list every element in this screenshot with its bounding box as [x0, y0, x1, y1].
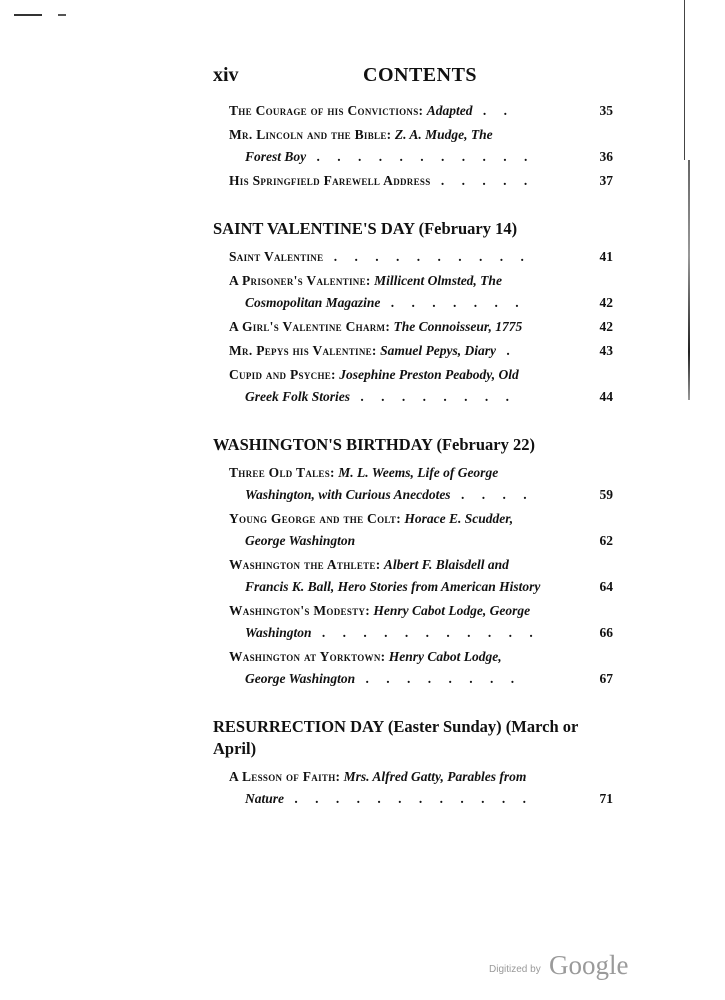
digitized-watermark: [489, 950, 649, 984]
entry-page-number: 62: [599, 533, 613, 548]
entry-title: Washington at Yorktown:: [229, 649, 386, 664]
entry-source: Horace E. Scudder,: [404, 511, 514, 526]
entry-source-cont: George Washington: [245, 671, 356, 686]
leader-dots: . . . . .: [430, 173, 535, 188]
entry-source-cont: Francis K. Ball, Hero Stories from American History: [245, 579, 541, 594]
entry-page-number: 59: [599, 487, 613, 502]
entry-title: A Lesson of Faith:: [229, 769, 341, 784]
entry-source: Samuel Pepys, Diary: [380, 343, 496, 358]
entry-source-cont: Washington: [245, 625, 312, 640]
toc-entry: [213, 462, 613, 506]
scan-artifact: [58, 14, 66, 16]
entry-source-cont: George Washington: [245, 533, 356, 548]
scan-artifact: [14, 14, 42, 16]
page-folio: xiv: [213, 64, 239, 86]
entry-source: M. L. Weems, Life of George: [338, 465, 499, 480]
toc-entry: [213, 554, 613, 598]
table-of-contents: [213, 100, 613, 836]
scan-edge: [688, 160, 690, 400]
toc-entry: [213, 246, 613, 268]
entry-page-number: 35: [599, 103, 613, 118]
entry-title: Young George and the Colt:: [229, 511, 401, 526]
entry-source: Millicent Olmsted, The: [374, 273, 502, 288]
toc-entry: [213, 340, 613, 362]
toc-section: [213, 716, 613, 810]
leader-dots: . . . . . . . . . . . .: [284, 791, 534, 806]
toc-entry: [213, 508, 613, 552]
entry-source: Adapted: [426, 103, 473, 118]
section-heading-date: (Easter Sunday) (March or April): [213, 717, 579, 758]
running-title: CONTENTS: [363, 64, 478, 86]
leader-dots: .: [495, 343, 517, 358]
toc-entry: [213, 646, 613, 690]
toc-section: [213, 100, 613, 192]
entry-page-number: 41: [599, 249, 613, 264]
leader-dots: . . . . . . .: [380, 295, 526, 310]
section-heading-main: RESURRECTION DAY: [213, 717, 384, 736]
toc-section: [213, 218, 613, 408]
toc-entry: [213, 600, 613, 644]
entry-source: Albert F. Blaisdell and: [383, 557, 509, 572]
toc-entry: [213, 316, 613, 338]
entry-source-cont: Nature: [245, 791, 285, 806]
toc-entry: [213, 124, 613, 168]
entry-page-number: 44: [599, 389, 613, 404]
entry-title: Mr. Lincoln and the Bible:: [229, 127, 392, 142]
leader-dots: . .: [472, 103, 514, 118]
toc-entry: [213, 364, 613, 408]
entry-source: The Connoisseur, 1775: [393, 319, 523, 334]
section-heading-main: WASHINGTON'S BIRTHDAY: [213, 435, 433, 454]
entry-title: His Springfield Farewell Address: [229, 173, 431, 188]
entry-page-number: 42: [599, 295, 613, 310]
entry-title: The Courage of his Convictions:: [229, 103, 424, 118]
watermark-prefix: Digitized by: [489, 964, 541, 975]
entry-title: A Girl's Valentine Charm:: [229, 319, 391, 334]
entry-source-cont: Washington, with Curious Anecdotes: [245, 487, 451, 502]
section-heading-main: SAINT VALENTINE'S DAY: [213, 219, 415, 238]
entry-title: Three Old Tales:: [229, 465, 335, 480]
leader-dots: . . . . . . . . . .: [323, 249, 531, 264]
entry-title: Cupid and Psyche:: [229, 367, 336, 382]
entry-source-cont: Greek Folk Stories: [245, 389, 351, 404]
page-header: [213, 64, 613, 92]
entry-title: Washington's Modesty:: [229, 603, 371, 618]
entry-page-number: 42: [599, 319, 613, 334]
section-heading-date: (February 22): [436, 435, 535, 454]
scan-edge: [684, 0, 685, 160]
leader-dots: . . . . . . . . . . .: [306, 149, 535, 164]
entry-title: Saint Valentine: [229, 249, 324, 264]
section-heading: [213, 716, 613, 760]
entry-title: A Prisoner's Valentine:: [229, 273, 371, 288]
toc-entry: [213, 100, 613, 122]
toc-entry: [213, 766, 613, 810]
leader-dots: . . . . . . . . . . .: [311, 625, 540, 640]
toc-entry: [213, 170, 613, 192]
entry-source-cont: Cosmopolitan Magazine: [245, 295, 381, 310]
leader-dots: . . . . . . . .: [355, 671, 522, 686]
entry-source-cont: Forest Boy: [245, 149, 307, 164]
entry-source: Henry Cabot Lodge,: [388, 649, 502, 664]
entry-title: Washington the Athlete:: [229, 557, 381, 572]
leader-dots: . . . .: [450, 487, 534, 502]
section-heading-date: (February 14): [418, 219, 518, 238]
entry-page-number: 36: [599, 149, 613, 164]
entry-page-number: 67: [599, 671, 613, 686]
entry-page-number: 66: [599, 625, 613, 640]
entry-page-number: 37: [599, 173, 613, 188]
entry-source: Mrs. Alfred Gatty, Parables from: [343, 769, 527, 784]
entry-source: Z. A. Mudge, The: [394, 127, 493, 142]
entry-title: Mr. Pepys his Valentine:: [229, 343, 377, 358]
entry-page-number: 64: [599, 579, 613, 594]
toc-section: [213, 434, 613, 690]
section-heading: [213, 218, 613, 240]
entry-source: Josephine Preston Peabody, Old: [339, 367, 519, 382]
entry-page-number: 43: [599, 343, 613, 358]
entry-page-number: 71: [599, 791, 613, 806]
section-heading: [213, 434, 613, 456]
google-logo: Google: [549, 950, 629, 980]
toc-entry: [213, 270, 613, 314]
leader-dots: . . . . . . . .: [350, 389, 517, 404]
entry-source: Henry Cabot Lodge, George: [373, 603, 531, 618]
